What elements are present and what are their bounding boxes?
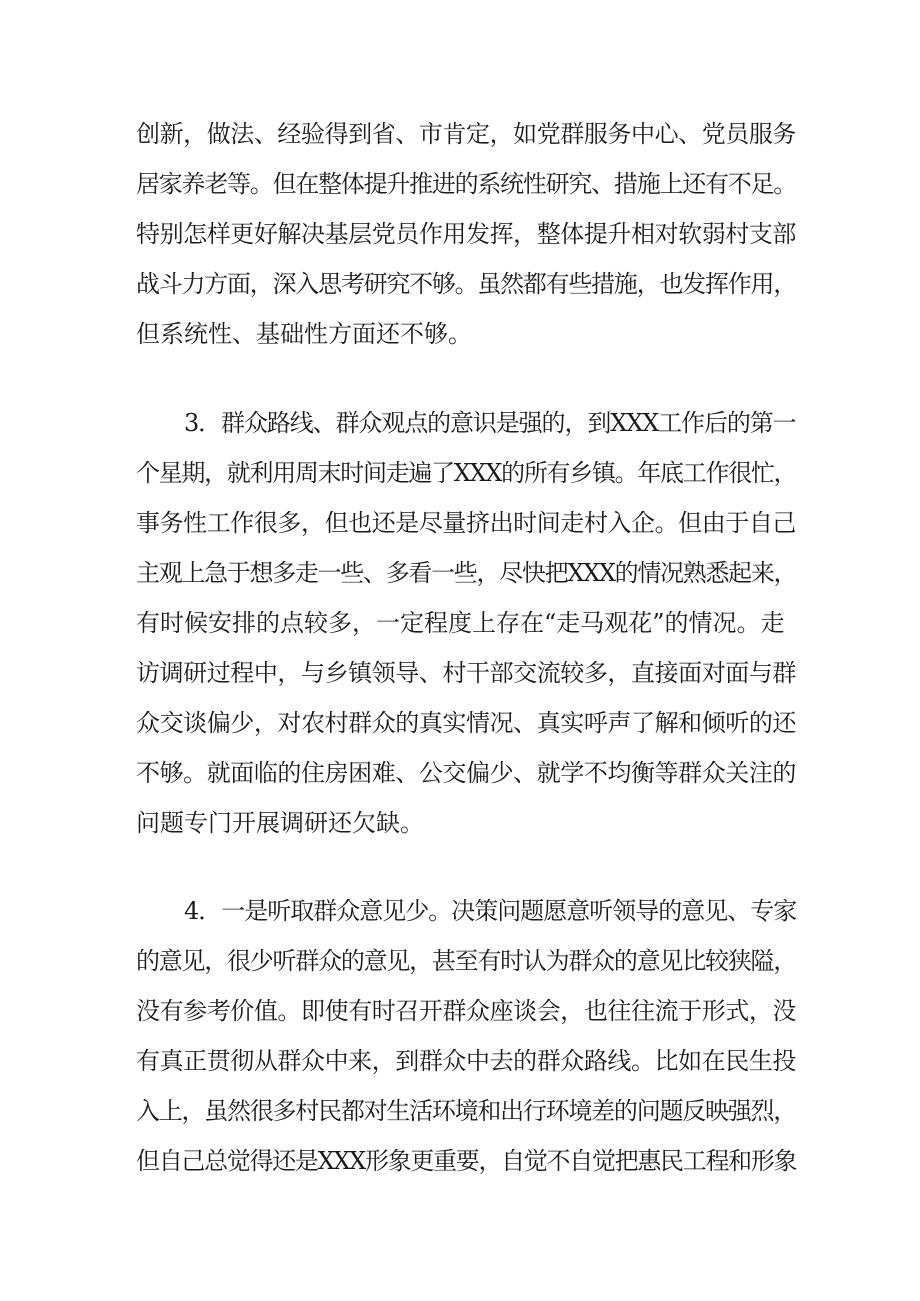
paragraph-2-line-4: 主观上急于想多走一些、多看一些，尽快把XXX的情况熟悉起来， — [136, 559, 797, 587]
paragraph-3-line-5: 入上，虽然很多村民都对生活环境和出行环境差的问题反映强烈， — [136, 1097, 796, 1125]
paragraph-2-line-1: 3．群众路线、群众观点的意识是强的，到XXX工作后的第一 — [184, 409, 796, 437]
paragraph-1-line-1: 创新，做法、经验得到省、市肯定，如党群服务中心、党员服务 — [136, 120, 796, 148]
paragraph-2-line-7: 众交谈偏少，对农村群众的真实情况、真实呼声了解和倾听的还 — [136, 709, 796, 737]
paragraph-1-line-3: 特别怎样更好解决基层党员作用发挥，整体提升相对软弱村支部 — [136, 220, 796, 248]
paragraph-2-line-2: 个星期，就利用周末时间走遍了XXX的所有乡镇。年底工作很忙， — [136, 459, 797, 487]
paragraph-3-line-3: 没有参考价值。即使有时召开群众座谈会，也往往流于形式，没 — [136, 997, 796, 1025]
paragraph-2-line-9: 问题专门开展调研还欠缺。 — [136, 809, 424, 837]
paragraph-1-line-4: 战斗力方面，深入思考研究不够。虽然都有些措施，也发挥作用， — [136, 270, 796, 298]
paragraph-3-line-2: 的意见，很少听群众的意见，甚至有时认为群众的意见比较狭隘， — [136, 947, 796, 975]
paragraph-2-line-8: 不够。就面临的住房困难、公交偏少、就学不均衡等群众关注的 — [136, 759, 796, 787]
paragraph-3-line-6: 但自己总觉得还是XXX形象更重要，自觉不自觉把惠民工程和形象 — [136, 1147, 797, 1175]
paragraph-2-line-6: 访调研过程中，与乡镇领导、村干部交流较多，直接面对面与群 — [136, 659, 796, 687]
paragraph-1-line-2: 居家养老等。但在整体提升推进的系统性研究、措施上还有不足。 — [136, 170, 796, 198]
paragraph-3-line-4: 有真正贯彻从群众中来，到群众中去的群众路线。比如在民生投 — [136, 1047, 796, 1075]
paragraph-3-line-1: 4．一是听取群众意见少。决策问题愿意听领导的意见、专家 — [184, 897, 797, 925]
paragraph-1-line-5: 但系统性、基础性方面还不够。 — [136, 320, 472, 348]
paragraph-2-line-5: 有时候安排的点较多，一定程度上存在“走马观花”的情况。走 — [136, 609, 785, 637]
paragraph-2-line-3: 事务性工作很多，但也还是尽量挤出时间走村入企。但由于自己 — [136, 509, 796, 537]
